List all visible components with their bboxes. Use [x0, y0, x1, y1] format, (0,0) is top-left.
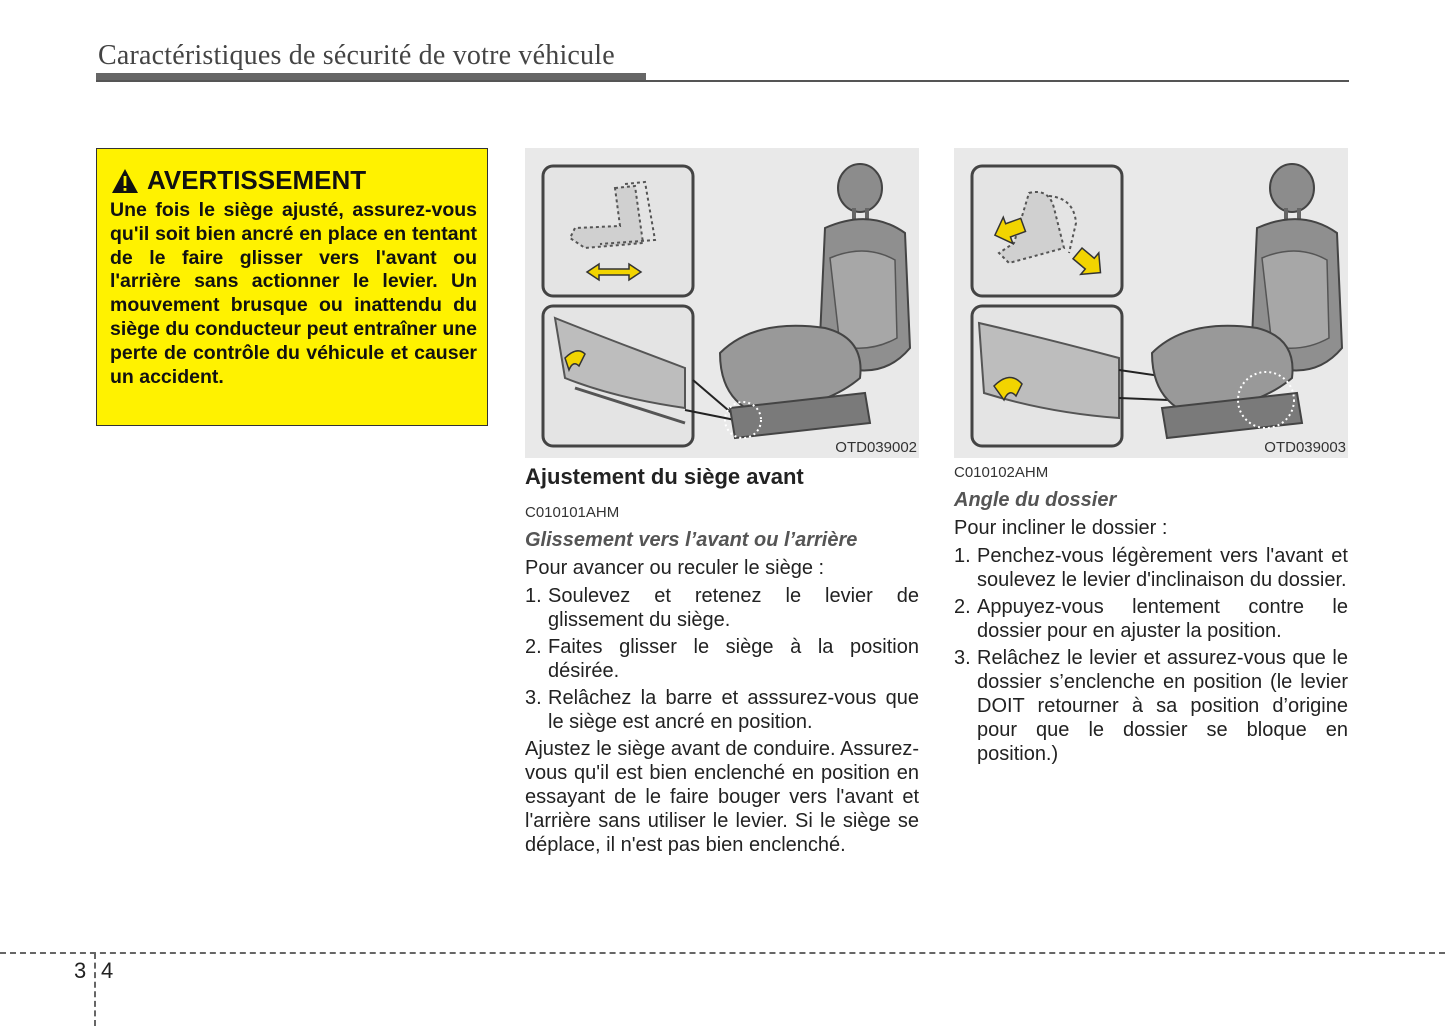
list-item: 1. Soulevez et retenez le levier de glissement du siège.: [525, 585, 919, 631]
list-item: 2. Faites glisser le siège à la position désirée.: [525, 636, 919, 682]
section-code: C010102AHM: [954, 464, 1049, 481]
warning-heading: [111, 165, 366, 196]
header-rule: [96, 80, 1349, 82]
outro-text: Ajustez le siège avant de conduire. Assurez-vous qu'il est bien enclenché en position en essayant de le faire bouger vers l'avant et l'arrière sans utiliser le levier. Si le siège se déplace, il n'est pas bien enclenché.: [525, 738, 919, 856]
list-item: 3. Relâchez la barre et asssurez-vous que le siège est ancré en position.: [525, 687, 919, 733]
seat-recline-section: [954, 464, 1348, 769]
seat-recline-illustration: [954, 148, 1348, 458]
section-code: C010101AHM: [525, 504, 620, 521]
list-item: 2. Appuyez-vous lentement contre le dossier pour en ajuster la position.: [954, 596, 1348, 642]
list-item: 1. Penchez-vous légèrement vers l'avant et soulevez le levier d'inclinaison du dossier.: [954, 545, 1348, 591]
subsection-title: Angle du dossier: [954, 489, 1117, 511]
subsection-title: Glissement vers l’avant ou l’arrière: [525, 529, 858, 551]
chapter-number: 3: [74, 958, 87, 983]
page-number: 4: [101, 958, 114, 983]
list-item: 3. Relâchez le levier et assurez-vous que le dossier s’enclenche en position (le levier DOIT retourner à sa position d’origine pour que le dossier se bloque en position.): [954, 647, 1348, 765]
seat-slide-section: [525, 464, 919, 861]
warning-box: [96, 148, 488, 426]
page-header-title: Caractéristiques de sécurité de votre véhicule: [98, 40, 615, 71]
footer-divider: [0, 952, 1445, 954]
warning-title: AVERTISSEMENT: [147, 165, 367, 195]
figure-code: OTD039003: [1264, 439, 1346, 456]
seat-slide-illustration: [525, 148, 919, 458]
section-title: Ajustement du siège avant: [525, 464, 804, 489]
footer-page-separator: [94, 953, 96, 1026]
seat-recline-drawing: [954, 148, 1348, 458]
warning-text: Une fois le siège ajusté, assurez-vous qu'il soit bien ancré en place en tentant de le faire glisser vers l'avant ou l'arrière sans actionner le levier. Un mouvement brusque ou inattendu du siège du conducteur peut entraîner une perte de contrôle du véhicule et causer un accident.: [110, 199, 477, 388]
figure-code: OTD039002: [835, 439, 917, 456]
intro-text: Pour incliner le dossier :: [954, 517, 1168, 539]
warning-triangle-icon: [111, 168, 139, 194]
seat-slide-drawing: [525, 148, 919, 458]
intro-text: Pour avancer ou reculer le siège :: [525, 557, 825, 579]
